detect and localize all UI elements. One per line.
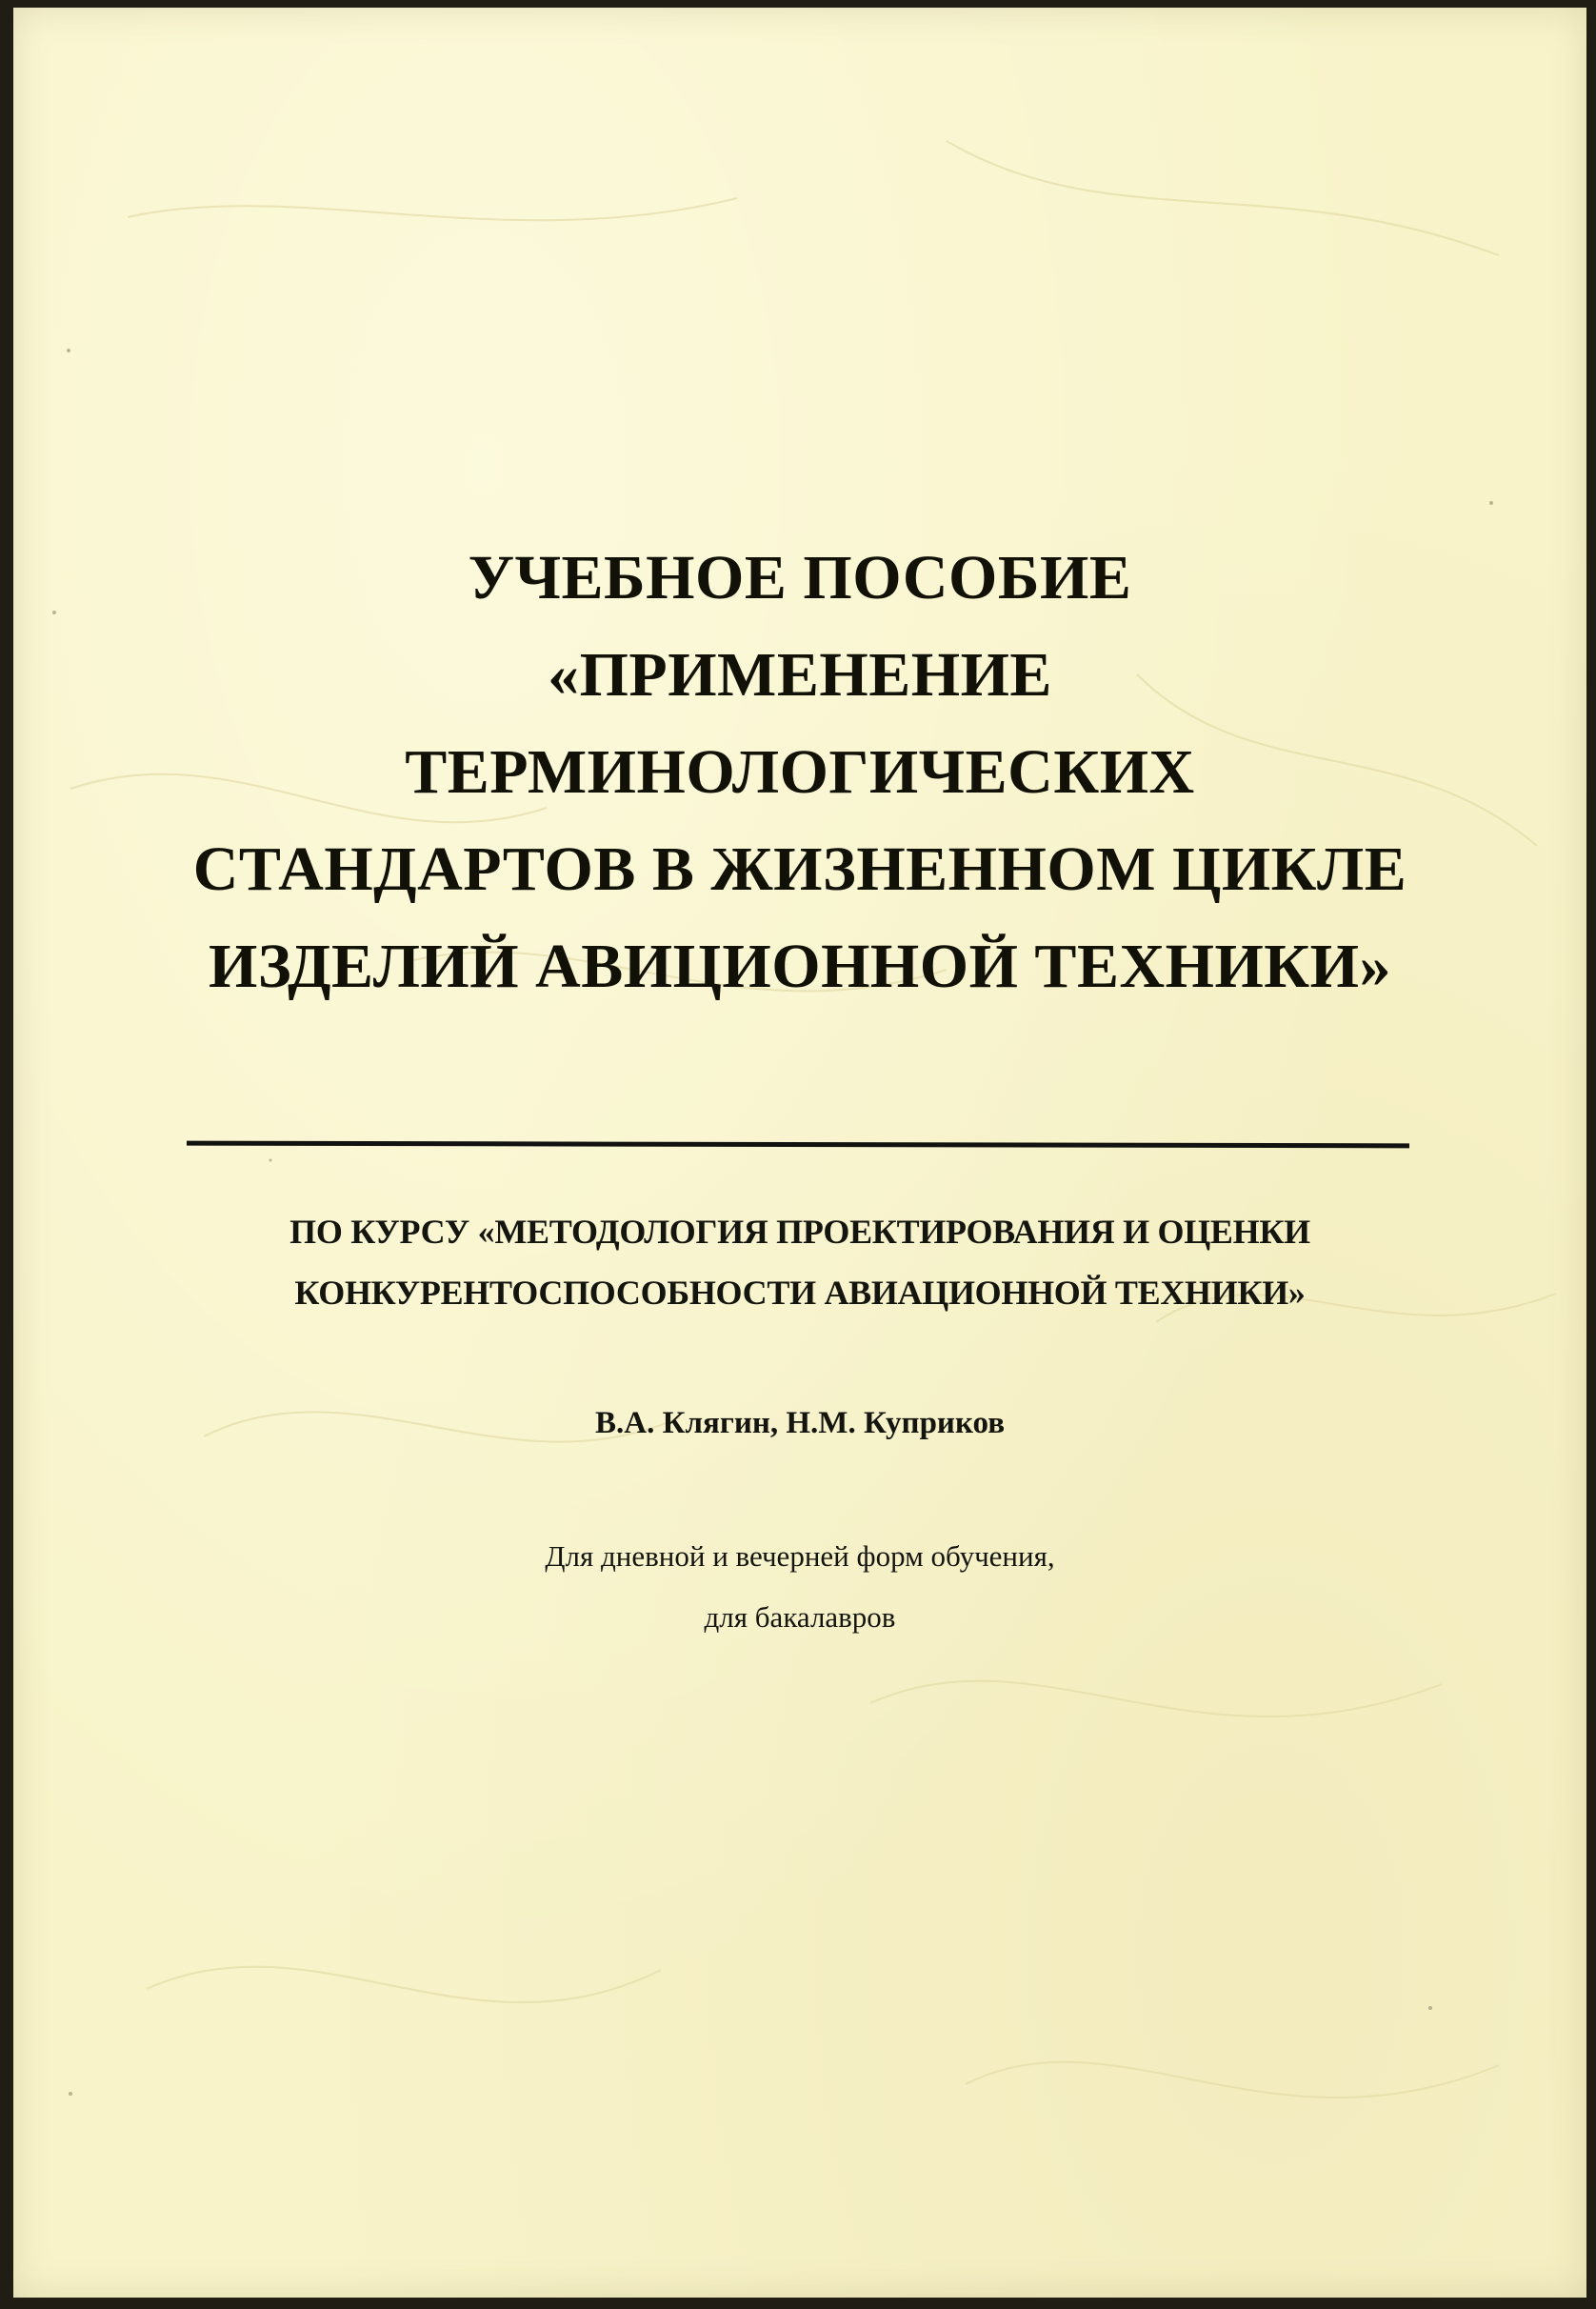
paper-texture: [13, 8, 1586, 2298]
title-line-3: ТЕРМИНОЛОГИЧЕСКИХ: [405, 737, 1195, 807]
audience-note: [13, 1526, 1586, 1648]
title-line-4: СТАНДАРТОВ В ЖИЗНЕННОМ ЦИКЛЕ: [192, 834, 1407, 904]
title-line-1: УЧЕБНОЕ ПОСОБИЕ: [468, 543, 1132, 612]
course-line-1: ПО КУРСУ «МЕТОДОЛОГИЯ ПРОЕКТИРОВАНИЯ И ОЦЕНКИ: [289, 1213, 1310, 1251]
audience-line-2: для бакалавров: [704, 1600, 896, 1634]
authors: В.А. Клягин, Н.М. Куприков: [594, 1406, 1006, 1440]
title-divider: [187, 1141, 1409, 1149]
title-line-2: «ПРИМЕНЕНИЕ: [548, 640, 1052, 710]
course-subtitle: [13, 1201, 1586, 1323]
title-line-5: ИЗДЕЛИЙ АВИЦИОННОЙ ТЕХНИКИ»: [208, 932, 1391, 1001]
cover-page: [13, 8, 1586, 2298]
course-line-2: КОНКУРЕНТОСПОСОБНОСТИ АВИАЦИОННОЙ ТЕХНИКИ»: [294, 1274, 1306, 1312]
audience-line-1: Для дневной и вечерней форм обучения,: [545, 1539, 1055, 1573]
book-title: [13, 530, 1586, 1015]
